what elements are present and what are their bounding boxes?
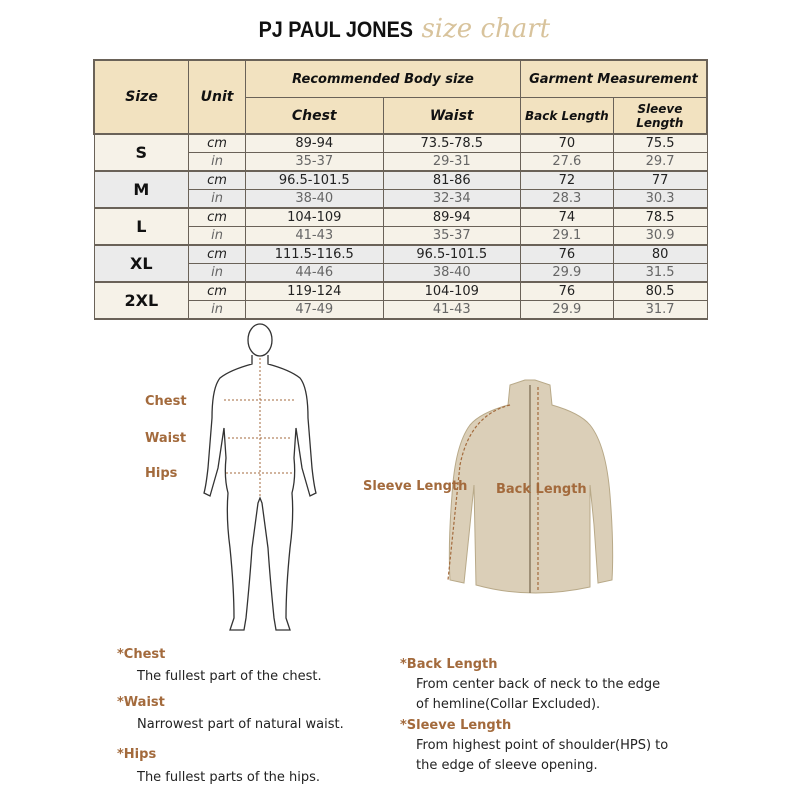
size-table bbox=[93, 59, 708, 320]
label-back-length: Back Length bbox=[496, 482, 587, 497]
label-hips: Hips bbox=[145, 466, 178, 481]
sleeve-length-cell: 75.5 bbox=[613, 134, 707, 153]
title-script: size chart bbox=[421, 14, 551, 44]
chest-cell: 47-49 bbox=[246, 301, 384, 320]
sleeve-length-cell: 31.7 bbox=[613, 301, 707, 320]
waist-cell: 89-94 bbox=[383, 208, 520, 227]
waist-cell: 38-40 bbox=[383, 264, 520, 283]
chest-cell: 44-46 bbox=[246, 264, 384, 283]
chest-cell: 96.5-101.5 bbox=[246, 171, 384, 190]
chest-cell: 38-40 bbox=[246, 190, 384, 209]
header-unit: Unit bbox=[189, 60, 246, 134]
note-chest-title: *Chest bbox=[117, 647, 166, 662]
sleeve-length-cell: 30.9 bbox=[613, 227, 707, 246]
note-sleeve-title: *Sleeve Length bbox=[400, 718, 512, 733]
sleeve-length-cell: 80.5 bbox=[613, 282, 707, 301]
back-length-cell: 29.9 bbox=[520, 301, 613, 320]
waist-cell: 35-37 bbox=[383, 227, 520, 246]
back-length-cell: 27.6 bbox=[520, 153, 613, 172]
table-row bbox=[94, 208, 707, 227]
size-group-s bbox=[94, 134, 707, 171]
chest-cell: 41-43 bbox=[246, 227, 384, 246]
size-group-l bbox=[94, 208, 707, 245]
unit-cell: in bbox=[189, 153, 246, 172]
chest-cell: 104-109 bbox=[246, 208, 384, 227]
note-sleeve-line1: From highest point of shoulder(HPS) to bbox=[416, 738, 669, 753]
chest-cell: 89-94 bbox=[246, 134, 384, 153]
note-waist-title: *Waist bbox=[117, 695, 165, 710]
header-size: Size bbox=[94, 60, 189, 134]
size-cell: L bbox=[94, 208, 189, 245]
note-hips-text: The fullest parts of the hips. bbox=[137, 770, 321, 785]
human-body-illustration bbox=[190, 318, 330, 648]
chest-cell: 111.5-116.5 bbox=[246, 245, 384, 264]
size-group-2xl bbox=[94, 282, 707, 319]
back-length-cell: 28.3 bbox=[520, 190, 613, 209]
note-back-title: *Back Length bbox=[400, 657, 498, 672]
page-title bbox=[0, 14, 800, 44]
waist-cell: 29-31 bbox=[383, 153, 520, 172]
header-chest: Chest bbox=[246, 98, 384, 135]
size-group-m bbox=[94, 171, 707, 208]
sleeve-length-cell: 77 bbox=[613, 171, 707, 190]
chest-cell: 119-124 bbox=[246, 282, 384, 301]
note-sleeve-line2: the edge of sleeve opening. bbox=[416, 758, 598, 773]
sleeve-length-cell: 80 bbox=[613, 245, 707, 264]
waist-cell: 73.5-78.5 bbox=[383, 134, 520, 153]
unit-cell: in bbox=[189, 190, 246, 209]
unit-cell: in bbox=[189, 301, 246, 320]
unit-cell: cm bbox=[189, 282, 246, 301]
header-body-group: Recommended Body size bbox=[246, 60, 521, 98]
back-length-cell: 29.9 bbox=[520, 264, 613, 283]
label-chest: Chest bbox=[145, 394, 187, 409]
size-cell: M bbox=[94, 171, 189, 208]
header-garment-group: Garment Measurement bbox=[520, 60, 707, 98]
waist-cell: 96.5-101.5 bbox=[383, 245, 520, 264]
size-cell: 2XL bbox=[94, 282, 189, 319]
unit-cell: in bbox=[189, 264, 246, 283]
sleeve-length-cell: 30.3 bbox=[613, 190, 707, 209]
back-length-cell: 29.1 bbox=[520, 227, 613, 246]
unit-cell: cm bbox=[189, 245, 246, 264]
sleeve-length-cell: 29.7 bbox=[613, 153, 707, 172]
waist-cell: 41-43 bbox=[383, 301, 520, 320]
waist-cell: 104-109 bbox=[383, 282, 520, 301]
back-length-cell: 72 bbox=[520, 171, 613, 190]
unit-cell: cm bbox=[189, 134, 246, 153]
back-length-cell: 70 bbox=[520, 134, 613, 153]
note-back-line2: of hemline(Collar Excluded). bbox=[416, 697, 601, 712]
brand-name: PJ PAUL JONES bbox=[258, 17, 413, 42]
chest-cell: 35-37 bbox=[246, 153, 384, 172]
size-group-xl bbox=[94, 245, 707, 282]
table-row bbox=[94, 282, 707, 301]
table-row bbox=[94, 171, 707, 190]
note-back-line1: From center back of neck to the edge bbox=[416, 677, 661, 692]
table-row bbox=[94, 245, 707, 264]
unit-cell: cm bbox=[189, 208, 246, 227]
table-row bbox=[94, 134, 707, 153]
back-length-cell: 76 bbox=[520, 245, 613, 264]
header-back-length: Back Length bbox=[520, 98, 613, 135]
sleeve-length-cell: 31.5 bbox=[613, 264, 707, 283]
size-cell: XL bbox=[94, 245, 189, 282]
note-chest-text: The fullest part of the chest. bbox=[137, 669, 322, 684]
back-length-cell: 76 bbox=[520, 282, 613, 301]
label-waist: Waist bbox=[145, 431, 187, 446]
back-length-cell: 74 bbox=[520, 208, 613, 227]
unit-cell: cm bbox=[189, 171, 246, 190]
size-cell: S bbox=[94, 134, 189, 171]
sleeve-length-cell: 78.5 bbox=[613, 208, 707, 227]
waist-cell: 32-34 bbox=[383, 190, 520, 209]
header-waist: Waist bbox=[383, 98, 520, 135]
waist-cell: 81-86 bbox=[383, 171, 520, 190]
unit-cell: in bbox=[189, 227, 246, 246]
note-waist-text: Narrowest part of natural waist. bbox=[137, 717, 344, 732]
note-hips-title: *Hips bbox=[117, 747, 157, 762]
header-sleeve-length: Sleeve Length bbox=[613, 98, 707, 135]
label-sleeve-length: Sleeve Length bbox=[363, 479, 468, 494]
